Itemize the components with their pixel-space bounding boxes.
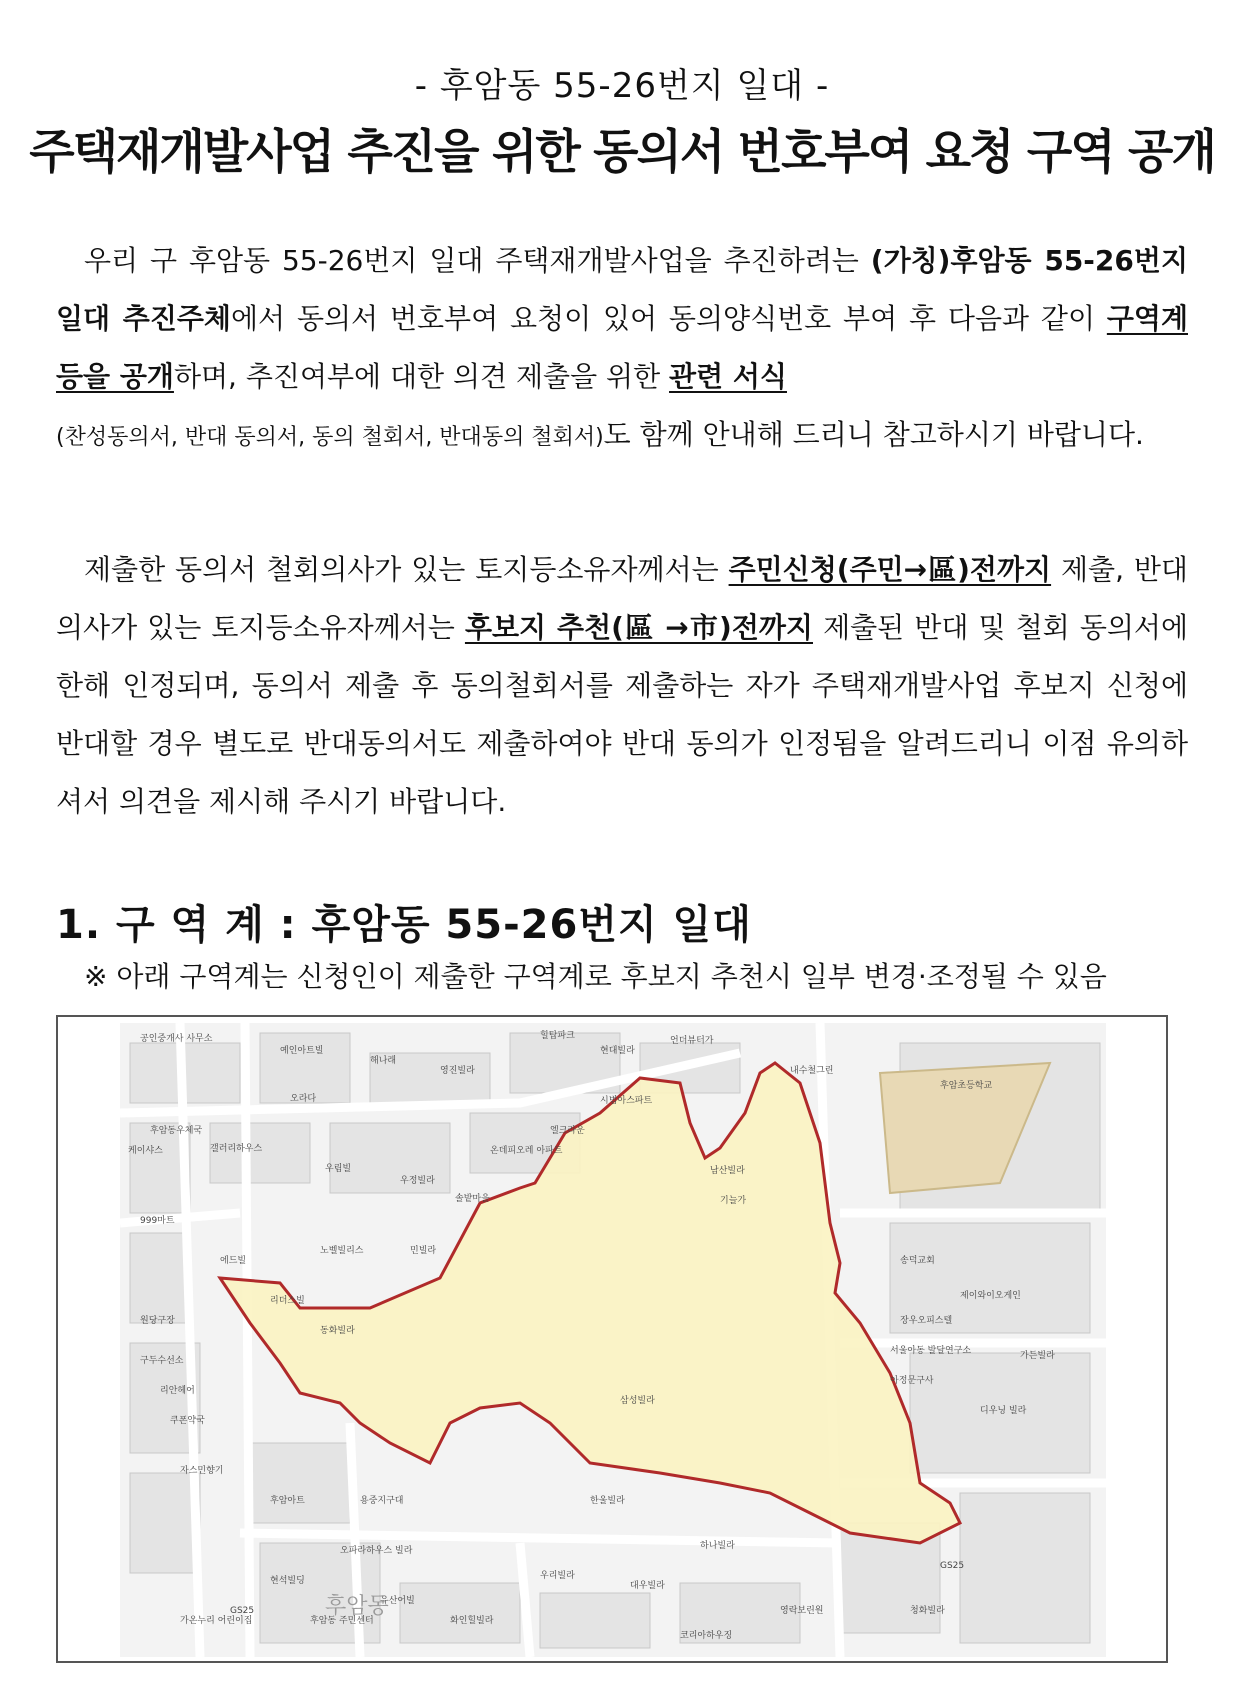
map-label: 기늘가 bbox=[720, 1196, 747, 1206]
map-label: 후암초등학교 bbox=[940, 1081, 993, 1091]
map-label: 우정빌라 bbox=[400, 1176, 435, 1186]
map-label: 힐탑파크 bbox=[540, 1031, 575, 1041]
map-label: 한울빌라 bbox=[590, 1496, 625, 1506]
map-label: 리더스빌 bbox=[270, 1296, 305, 1306]
document-title: 주택재개발사업 추진을 위한 동의서 번호부여 요청 구역 공개 bbox=[29, 125, 1215, 180]
map-label: 케이샤스 bbox=[128, 1146, 163, 1156]
text-run: 제출, 반대의사가 있는 토지등소유자께서는 bbox=[56, 553, 1188, 644]
map-label: 장우오피스텔 bbox=[900, 1316, 953, 1326]
map-label: 예인아트빌 bbox=[280, 1046, 324, 1056]
map-label: 해나래 bbox=[370, 1056, 397, 1066]
map-label: 청화빌라 bbox=[910, 1606, 945, 1616]
map-label: 가온누리 어린이집 bbox=[180, 1616, 253, 1626]
document-subtitle: - 후암동 55-26번지 일대 - bbox=[414, 66, 830, 106]
map-label: 갤러리하우스 bbox=[210, 1144, 263, 1154]
map-label: 자스민향기 bbox=[180, 1466, 224, 1476]
text-run: 도 함께 안내해 드리니 참고하시기 바랍니다. bbox=[603, 418, 1144, 451]
map-label: 리안헤어 bbox=[160, 1386, 195, 1396]
underlined-text: 주민신청(주민→區)전까지 bbox=[728, 553, 1052, 586]
map-label: 후암동우체국 bbox=[150, 1126, 203, 1136]
map-label: 언더뷰터가 bbox=[670, 1036, 714, 1046]
notice-paragraph bbox=[56, 541, 1188, 831]
map-label: 에드빌 bbox=[220, 1256, 247, 1266]
text-run: 제출한 동의서 철회의사가 있는 토지등소유자께서는 bbox=[84, 553, 729, 586]
area-map bbox=[56, 1015, 1168, 1663]
map-label: 영락보린원 bbox=[780, 1606, 824, 1616]
section-note: ※ 아래 구역계는 신청인이 제출한 구역계로 후보지 추천시 일부 변경·조정될 수 있음 bbox=[84, 960, 1107, 993]
map-label: 민빌라 bbox=[410, 1246, 437, 1256]
map-label: 시범아스파트 bbox=[600, 1096, 653, 1106]
underlined-text: 후보지 추천(區 →市)전까지 bbox=[464, 611, 813, 644]
map-label: 영진빌라 bbox=[440, 1066, 475, 1076]
text-run: 에서 동의서 번호부여 요청이 있어 동의양식번호 부여 후 다음과 같이 bbox=[231, 302, 1107, 335]
map-label: 우림빌 bbox=[325, 1164, 352, 1174]
map-label: 후암동 bbox=[325, 1594, 389, 1619]
bold-text: (가칭)후암동 55-26번지 일대 추진주체 bbox=[56, 244, 1188, 335]
map-label: 남산빌라 bbox=[710, 1166, 745, 1176]
map-image bbox=[120, 1023, 1106, 1657]
map-label: 현대빌라 bbox=[600, 1046, 635, 1056]
small-text: (찬성동의서, 반대 동의서, 동의 철회서, 반대동의 철회서) bbox=[56, 425, 604, 450]
map-label: 서울아동 발달연구소 bbox=[890, 1346, 972, 1356]
map-label: 원당구장 bbox=[140, 1316, 175, 1326]
map-label: 현석빌딩 bbox=[270, 1576, 305, 1586]
map-label: 삼성빌라 bbox=[620, 1396, 655, 1406]
map-label: GS25 bbox=[940, 1561, 965, 1571]
map-label: 가든빌라 bbox=[1020, 1351, 1055, 1361]
underlined-text: 구역계 등을 공개 bbox=[56, 302, 1188, 393]
map-label: 우리빌라 bbox=[540, 1571, 575, 1581]
map-label: 후암아트 bbox=[270, 1496, 305, 1506]
map-label: 송덕교회 bbox=[900, 1256, 935, 1266]
map-label: 오파라하우스 빌라 bbox=[340, 1546, 413, 1556]
map-label: 쿠폰약국 bbox=[170, 1416, 205, 1426]
map-label: 제이와이오게인 bbox=[960, 1291, 1021, 1301]
map-label: 내수철그린 bbox=[790, 1066, 834, 1076]
map-label: 공인중개사 사무소 bbox=[140, 1034, 213, 1044]
map-label: GS25 bbox=[230, 1606, 255, 1616]
map-label: 구두수선소 bbox=[140, 1356, 184, 1366]
map-label: 오라다 bbox=[290, 1094, 317, 1104]
section-title: 1. 구 역 계 : 후암동 55-26번지 일대 bbox=[56, 902, 752, 948]
text-run: 우리 구 후암동 55-26번지 일대 주택재개발사업을 추진하려는 bbox=[84, 244, 871, 277]
map-label: 디우닝 빌라 bbox=[980, 1406, 1027, 1416]
map-label: 용중지구대 bbox=[360, 1496, 404, 1506]
map-label: 노벨빌리스 bbox=[320, 1246, 364, 1256]
map-label: 999마트 bbox=[140, 1216, 175, 1226]
text-run: 제출된 반대 및 철회 동의서에 한해 인정되며, 동의서 제출 후 동의철회서를 제출하는 자가 주택재개발사업 후보지 신청에 반대할 경우 별도로 반대동의서도 제출하여야 반대 동의가 인정됨을 알려드리니 이점 유의하셔서 의견을 제시해 주시기 바랍니다. bbox=[56, 611, 1189, 818]
underlined-text: 관련 서식 bbox=[669, 360, 787, 393]
map-label: 엘크라운 bbox=[550, 1126, 585, 1136]
map-label: 화인힐빌라 bbox=[450, 1616, 494, 1626]
map-label: 동화빌라 bbox=[320, 1326, 355, 1336]
map-label: 유산어빌 bbox=[380, 1596, 415, 1606]
map-label: 아정문구사 bbox=[890, 1376, 934, 1386]
map-label: 솔밭마을 bbox=[455, 1194, 490, 1204]
map-label: 후암동 주민센터 bbox=[310, 1616, 374, 1626]
map-label: 하나빌라 bbox=[700, 1541, 735, 1551]
map-label: 온데피오레 아파트 bbox=[490, 1146, 563, 1156]
map-label: 코리아하우징 bbox=[680, 1631, 733, 1641]
map-label: 대우빌라 bbox=[630, 1581, 665, 1591]
text-run: 하며, 추진여부에 대한 의견 제출을 위한 bbox=[173, 360, 670, 393]
intro-paragraph bbox=[56, 232, 1188, 467]
